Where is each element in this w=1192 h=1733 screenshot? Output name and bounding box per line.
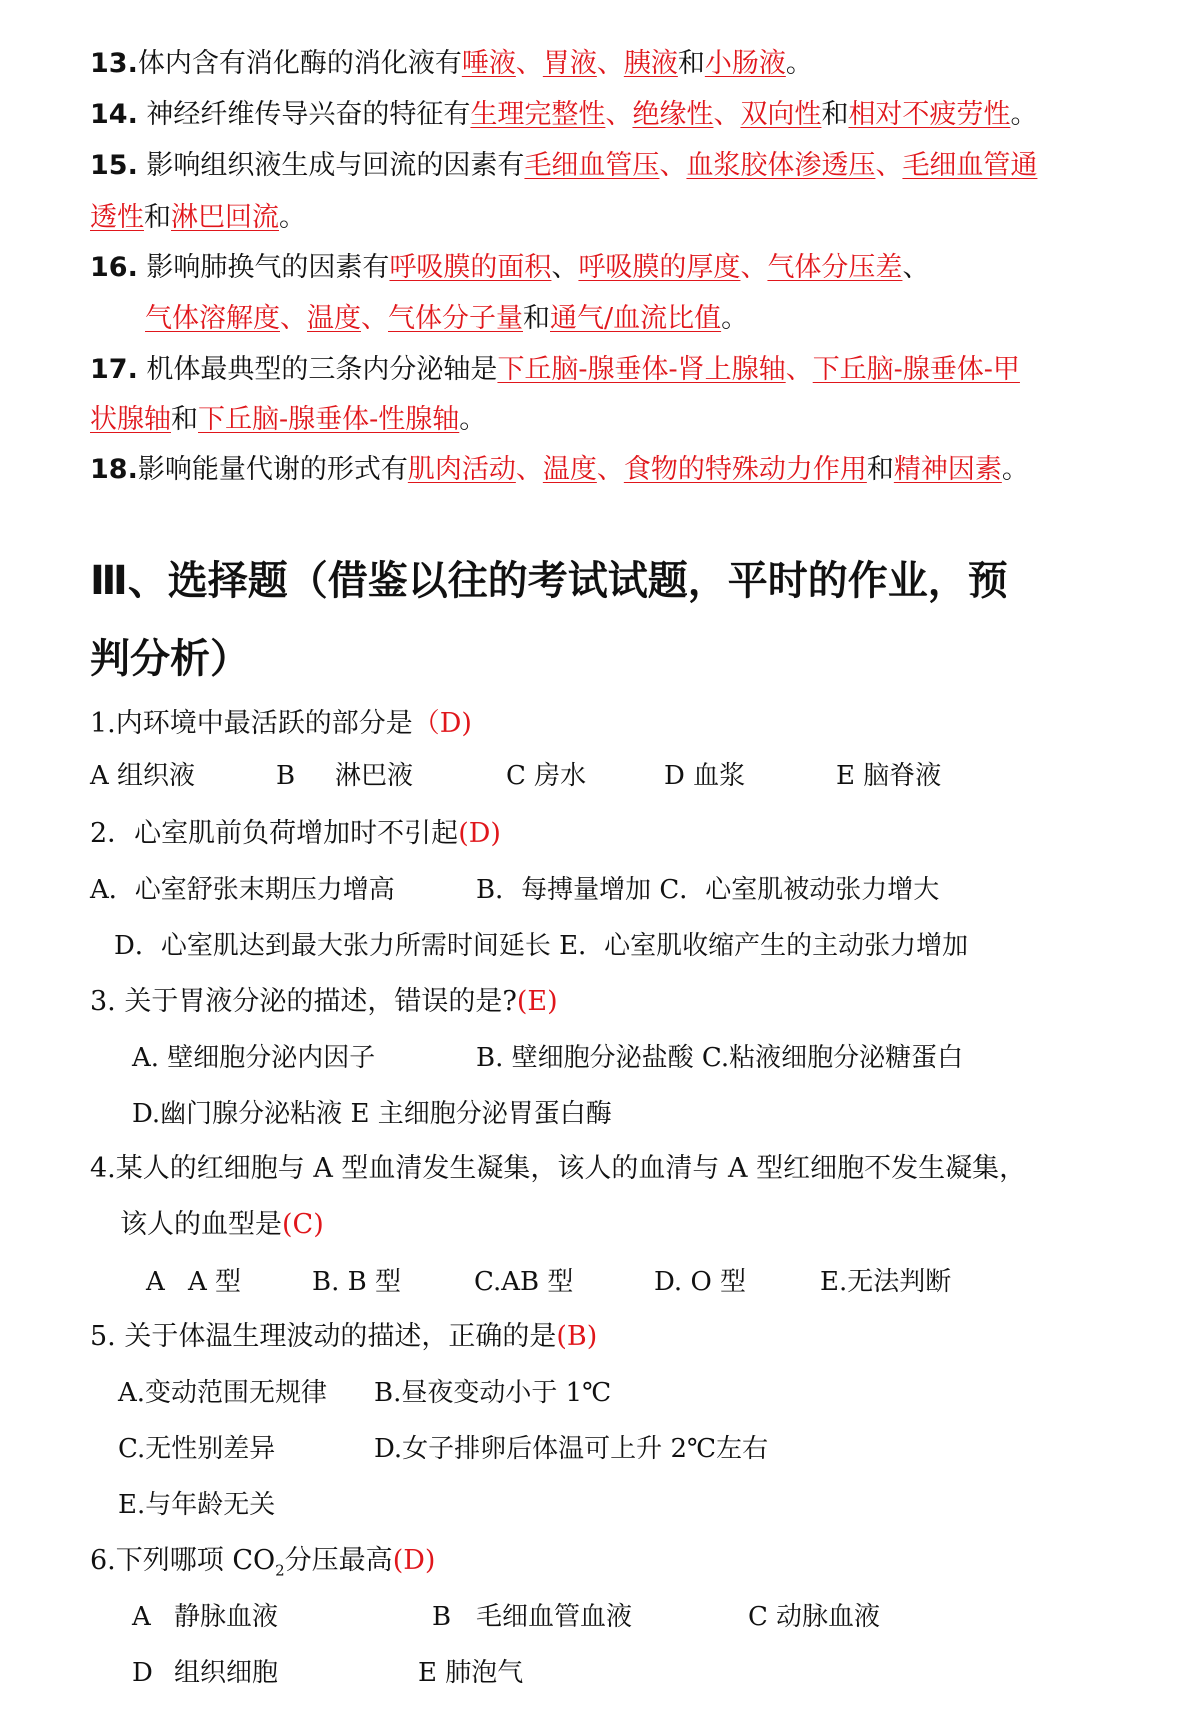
option-d: D 血浆 xyxy=(664,761,746,791)
option-a: 静脉血液 xyxy=(174,1602,279,1632)
answer-blank: 下丘脑-腺垂体-性腺轴 xyxy=(198,404,460,435)
item-number: 16. xyxy=(90,252,138,283)
question-answer: (D) xyxy=(458,818,501,849)
item-number: 14. xyxy=(90,99,138,130)
option-c: 动脉血液 xyxy=(776,1602,881,1632)
option-d: D. O 型 xyxy=(654,1267,747,1297)
separator: 、 xyxy=(515,454,543,485)
item-number: 17. xyxy=(90,354,138,385)
item-number: 18. xyxy=(90,454,138,485)
answer-blank: 小肠液 xyxy=(704,48,786,79)
option-b-c: B．每搏量增加 C．心室肌被动张力增大 xyxy=(476,875,940,905)
option-a: A.变动范围无规律 xyxy=(118,1378,328,1408)
answer-blank: 血浆胶体渗透压 xyxy=(686,150,876,181)
fill-in-17 xyxy=(90,352,1020,388)
option-e: E.无法判断 xyxy=(820,1267,952,1297)
question-answer: (B) xyxy=(556,1321,598,1352)
answer-blank: 呼吸膜的面积 xyxy=(389,252,552,283)
question-answer: (C) xyxy=(282,1209,324,1240)
section-heading-cont: 判分析） xyxy=(90,636,250,682)
option-b: 淋巴液 xyxy=(335,761,414,791)
separator: 、 xyxy=(902,252,930,283)
separator: 、 xyxy=(605,99,633,130)
fill-in-17-cont xyxy=(90,402,486,438)
question-5-stem xyxy=(90,1319,597,1355)
answer-blank: 肌肉活动 xyxy=(407,454,516,485)
option-b: B.昼夜变动小于 1℃ xyxy=(374,1378,612,1408)
option-d-letter: D xyxy=(132,1658,153,1688)
answer-blank: 胰液 xyxy=(623,48,678,79)
fill-in-16-cont xyxy=(145,301,748,337)
option-a-letter: A xyxy=(132,1602,151,1632)
connector: 和 xyxy=(171,404,198,435)
question-4-stem: 4.某人的红细胞与 A 型血清发生凝集，该人的血清与 A 型红细胞不发生凝集， xyxy=(90,1153,1027,1184)
option-d: D.女子排卵后体温可上升 2℃左右 xyxy=(374,1434,769,1464)
question-answer: （D) xyxy=(412,708,472,739)
connector: 和 xyxy=(144,202,171,233)
option-c: C.AB 型 xyxy=(474,1267,574,1297)
separator: 、 xyxy=(596,454,624,485)
answer-blank: 下丘脑-腺垂体-肾上腺轴 xyxy=(497,354,786,385)
option-b-letter: B xyxy=(276,761,296,791)
answer-blank: 气体溶解度 xyxy=(145,303,280,334)
stem-text: 影响肺换气的因素有 xyxy=(137,252,390,283)
fill-in-13 xyxy=(90,46,813,82)
option-a: A. 壁细胞分泌内因子 xyxy=(132,1043,376,1073)
separator: 、 xyxy=(280,303,307,334)
option-d-e: D.幽门腺分泌粘液 E 主细胞分泌胃蛋白酶 xyxy=(132,1099,612,1129)
period: 。 xyxy=(785,48,813,79)
answer-blank: 毛细血管通 xyxy=(902,150,1038,181)
separator: 、 xyxy=(740,252,768,283)
option-e: E 肺泡气 xyxy=(418,1658,524,1688)
option-a: A．心室舒张末期压力增高 xyxy=(90,875,395,905)
answer-blank: 气体分压差 xyxy=(767,252,903,283)
item-number: 13. xyxy=(90,48,138,79)
period: 。 xyxy=(1010,99,1038,130)
question-3-stem xyxy=(90,984,558,1020)
option-a-letter: A xyxy=(146,1267,165,1297)
question-answer: (D) xyxy=(392,1545,436,1576)
option-a: A 组织液 xyxy=(90,761,196,791)
subscript: 2 xyxy=(275,1561,285,1580)
separator: 、 xyxy=(875,150,903,181)
fill-in-15 xyxy=(90,148,1037,184)
answer-blank: 食物的特殊动力作用 xyxy=(623,454,867,485)
answer-blank: 毛细血管压 xyxy=(524,150,660,181)
answer-blank: 呼吸膜的厚度 xyxy=(578,252,741,283)
separator: 、 xyxy=(596,48,624,79)
separator: 、 xyxy=(713,99,741,130)
question-2-stem xyxy=(90,816,501,852)
option-c: C 房水 xyxy=(506,761,587,791)
question-6-stem xyxy=(90,1543,435,1588)
connector: 和 xyxy=(821,99,849,130)
answer-blank: 精神因素 xyxy=(893,454,1002,485)
separator: 、 xyxy=(361,303,388,334)
answer-blank: 相对不疲劳性 xyxy=(848,99,1011,130)
stem-text: 影响组织液生成与回流的因素有 xyxy=(137,150,525,181)
stem-text: 神经纤维传导兴奋的特征有 xyxy=(137,99,471,130)
question-1-stem xyxy=(90,706,472,742)
connector: 和 xyxy=(866,454,894,485)
separator: 、 xyxy=(785,354,813,385)
answer-blank: 生理完整性 xyxy=(470,99,606,130)
answer-blank: 温度 xyxy=(542,454,597,485)
fill-in-14 xyxy=(90,97,1037,133)
option-e: E 脑脊液 xyxy=(836,761,942,791)
answer-blank: 绝缘性 xyxy=(632,99,714,130)
section-heading: Ⅲ、选择题（借鉴以往的考试试题，平时的作业，预 xyxy=(90,558,1008,604)
fill-in-16 xyxy=(90,250,929,286)
answer-blank: 透性 xyxy=(90,202,144,233)
question-text: 3. 关于胃液分泌的描述，错误的是? xyxy=(90,986,517,1017)
question-text: 5. 关于体温生理波动的描述，正确的是 xyxy=(90,1321,557,1352)
answer-blank: 温度 xyxy=(307,303,361,334)
question-text: 2．心室肌前负荷增加时不引起 xyxy=(90,818,459,849)
option-b-letter: B xyxy=(432,1602,452,1632)
stem-text: 体内含有消化酶的消化液有 xyxy=(137,48,462,79)
separator: 、 xyxy=(515,48,543,79)
option-a: A 型 xyxy=(188,1267,242,1297)
connector: 和 xyxy=(677,48,705,79)
question-text: 分压最高 xyxy=(284,1545,393,1576)
answer-blank: 唾液 xyxy=(461,48,516,79)
connector: 和 xyxy=(523,303,550,334)
answer-blank: 下丘脑-腺垂体-甲 xyxy=(812,354,1020,385)
question-4-stem-cont xyxy=(120,1207,324,1243)
option-d-e: D．心室肌达到最大张力所需时间延长 E．心室肌收缩产生的主动张力增加 xyxy=(114,931,969,961)
option-c-letter: C xyxy=(748,1602,768,1632)
answer-blank: 通气/血流比值 xyxy=(550,303,722,334)
period: 。 xyxy=(459,404,487,435)
fill-in-15-cont xyxy=(90,200,306,236)
answer-blank: 状腺轴 xyxy=(90,404,171,435)
question-text: 该人的血型是 xyxy=(120,1209,282,1240)
answer-blank: 胃液 xyxy=(542,48,597,79)
option-e: E.与年龄无关 xyxy=(118,1490,276,1520)
question-text: 6.下列哪项 CO xyxy=(90,1545,276,1576)
item-number: 15. xyxy=(90,150,138,181)
stem-text: 影响能量代谢的形式有 xyxy=(137,454,408,485)
fill-in-18 xyxy=(90,452,1029,488)
question-answer: (E) xyxy=(516,986,558,1017)
answer-blank: 双向性 xyxy=(740,99,822,130)
answer-blank: 淋巴回流 xyxy=(171,202,279,233)
option-b: B. B 型 xyxy=(312,1267,402,1297)
period: 。 xyxy=(1001,454,1029,485)
option-c: C.无性别差异 xyxy=(118,1434,276,1464)
answer-blank: 气体分子量 xyxy=(388,303,523,334)
option-b: 毛细血管血液 xyxy=(476,1602,633,1632)
period: 。 xyxy=(279,202,306,233)
option-d: 组织细胞 xyxy=(174,1658,279,1688)
separator: 、 xyxy=(551,252,579,283)
separator: 、 xyxy=(659,150,687,181)
period: 。 xyxy=(721,303,749,334)
option-b-c: B. 壁细胞分泌盐酸 C.粘液细胞分泌糖蛋白 xyxy=(476,1043,964,1073)
stem-text: 机体最典型的三条内分泌轴是 xyxy=(137,354,498,385)
question-text: 1.内环境中最活跃的部分是 xyxy=(90,708,413,739)
